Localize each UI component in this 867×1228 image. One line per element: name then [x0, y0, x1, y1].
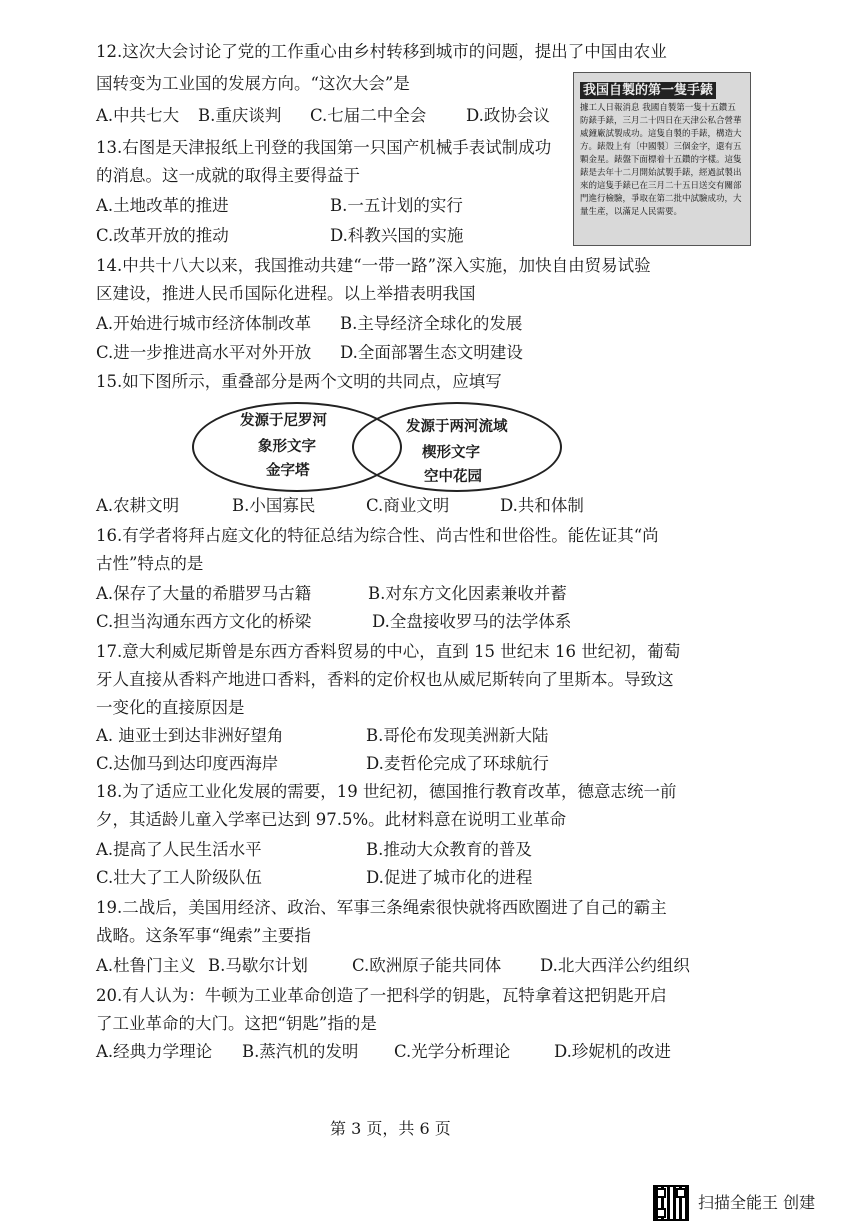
q16-option-c: C.担当沟通东西方文化的桥梁	[96, 612, 312, 631]
q13-stem-line2: 的消息。这一成就的取得主要得益于	[96, 166, 360, 185]
q17-stem-line1: 17.意大利威尼斯曾是东西方香料贸易的中心，直到 15 世纪末 16 世纪初，葡萄	[96, 642, 681, 661]
q20-stem-line1: 20.有人认为：牛顿为工业革命创造了一把科学的钥匙，瓦特拿着这把钥匙开启	[96, 986, 667, 1005]
q12-option-c: C.七届二中全会	[310, 106, 427, 125]
q20-stem-line2: 了工业革命的大门。这把“钥匙”指的是	[96, 1014, 377, 1033]
q13-option-d: D.科教兴国的实施	[330, 226, 464, 245]
q19-stem-line1: 19.二战后，美国用经济、政治、军事三条绳索很快就将西欧圈进了自己的霸主	[96, 898, 667, 917]
q14-stem-line1: 14.中共十八大以来，我国推动共建“一带一路”深入实施，加快自由贸易试验	[96, 256, 651, 275]
venn-left-item: 象形文字	[258, 438, 316, 455]
q12-option-d: D.政协会议	[466, 106, 550, 125]
q15-option-c: C.商业文明	[366, 496, 450, 515]
q12-option-b: B.重庆谈判	[198, 106, 282, 125]
q18-option-d: D.促进了城市化的进程	[366, 868, 533, 887]
venn-right-item: 发源于两河流域	[406, 418, 508, 435]
q20-option-c: C.光学分析理论	[394, 1042, 511, 1061]
clipping-body: 據工人日報消息 我國自製第一隻十五鑽五防錶手錶，三月二十四日在天津公私合營華威鐘廠試製成功。這隻自製的手錶，構造大方。錶殼上有〔中國製〕三個金字，還有五顆金星。錶盤下面標着十五鑽的字樣。這隻錶是去年十二月開始試製手錶，經過試製出來的這隻手錶已在三月二十五日送交有關部門進行檢驗，爭取在第二批中試驗成功，大量生產，以滿足人民需要。	[580, 103, 742, 217]
q18-option-b: B.推动大众教育的普及	[366, 840, 532, 859]
q20-option-b: B.蒸汽机的发明	[242, 1042, 359, 1061]
q14-option-c: C.进一步推进高水平对外开放	[96, 343, 312, 362]
page-number: 第 3 页，共 6 页	[330, 1119, 451, 1138]
q16-option-d: D.全盘接收罗马的法学体系	[372, 612, 572, 631]
q19-option-b: B.马歇尔计划	[208, 956, 308, 975]
q12-stem-line2: 国转变为工业国的发展方向。“这次大会”是	[96, 74, 410, 93]
q18-stem-line1: 18.为了适应工业化发展的需要，19 世纪初，德国推行教育改革，德意志统一前	[96, 782, 677, 801]
q17-stem-line3: 一变化的直接原因是	[96, 698, 245, 717]
q17-option-a: A. 迪亚士到达非洲好望角	[96, 726, 284, 745]
q19-option-c: C.欧洲原子能共同体	[352, 956, 502, 975]
q15-option-d: D.共和体制	[500, 496, 584, 515]
q16-stem-line1: 16.有学者将拜占庭文化的特征总结为综合性、尚古性和世俗性。能佐证其“尚	[96, 526, 659, 545]
q13-stem-line1: 13.右图是天津报纸上刊登的我国第一只国产机械手表试制成功	[96, 138, 552, 157]
q15-option-b: B.小国寡民	[232, 496, 316, 515]
q15-option-a: A.农耕文明	[96, 496, 180, 515]
q12-stem-line1: 12.这次大会讨论了党的工作重心由乡村转移到城市的问题，提出了中国由农业	[96, 42, 667, 61]
venn-right-item: 空中花园	[424, 468, 482, 485]
venn-right-item: 楔形文字	[422, 444, 480, 461]
q19-option-d: D.北大西洋公约组织	[540, 956, 690, 975]
q13-option-a: A.土地改革的推进	[96, 196, 229, 215]
venn-left-item: 发源于尼罗河	[240, 412, 327, 429]
q17-stem-line2: 牙人直接从香料产地进口香料，香料的定价权也从威尼斯转向了里斯本。导致这	[96, 670, 674, 689]
q12-option-a: A.中共七大	[96, 106, 180, 125]
q19-option-a: A.杜鲁门主义	[96, 956, 196, 975]
scanner-watermark-label: 扫描全能王 创建	[698, 1193, 816, 1212]
venn-left-item: 金字塔	[266, 462, 310, 479]
newspaper-clipping-image	[573, 72, 751, 246]
venn-diagram	[192, 400, 572, 496]
q15-stem-line1: 15.如下图所示，重叠部分是两个文明的共同点，应填写	[96, 372, 502, 391]
q13-option-c: C.改革开放的推动	[96, 226, 229, 245]
q18-stem-line2: 夕，其适龄儿童入学率已达到 97.5%。此材料意在说明工业革命	[96, 810, 567, 829]
q17-option-d: D.麦哲伦完成了环球航行	[366, 754, 549, 773]
clipping-headline: 我国自製的第一隻手錶	[580, 82, 716, 99]
q20-option-a: A.经典力学理论	[96, 1042, 213, 1061]
q17-option-b: B.哥伦布发现美洲新大陆	[366, 726, 549, 745]
q14-stem-line2: 区建设，推进人民币国际化进程。以上举措表明我国	[96, 284, 476, 303]
q16-option-b: B.对东方文化因素兼收并蓄	[368, 584, 567, 603]
q16-stem-line2: 古性”特点的是	[96, 554, 204, 573]
q17-option-c: C.达伽马到达印度西海岸	[96, 754, 279, 773]
q20-option-d: D.珍妮机的改进	[554, 1042, 671, 1061]
q18-option-a: A.提高了人民生活水平	[96, 840, 262, 859]
q14-option-a: A.开始进行城市经济体制改革	[96, 314, 312, 333]
q19-stem-line2: 战略。这条军事“绳索”主要指	[96, 926, 311, 945]
qr-code-icon	[653, 1185, 689, 1221]
q14-option-b: B.主导经济全球化的发展	[340, 314, 523, 333]
q13-option-b: B.一五计划的实行	[330, 196, 463, 215]
q16-option-a: A.保存了大量的希腊罗马古籍	[96, 584, 312, 603]
q18-option-c: C.壮大了工人阶级队伍	[96, 868, 262, 887]
q14-option-d: D.全面部署生态文明建设	[340, 343, 523, 362]
